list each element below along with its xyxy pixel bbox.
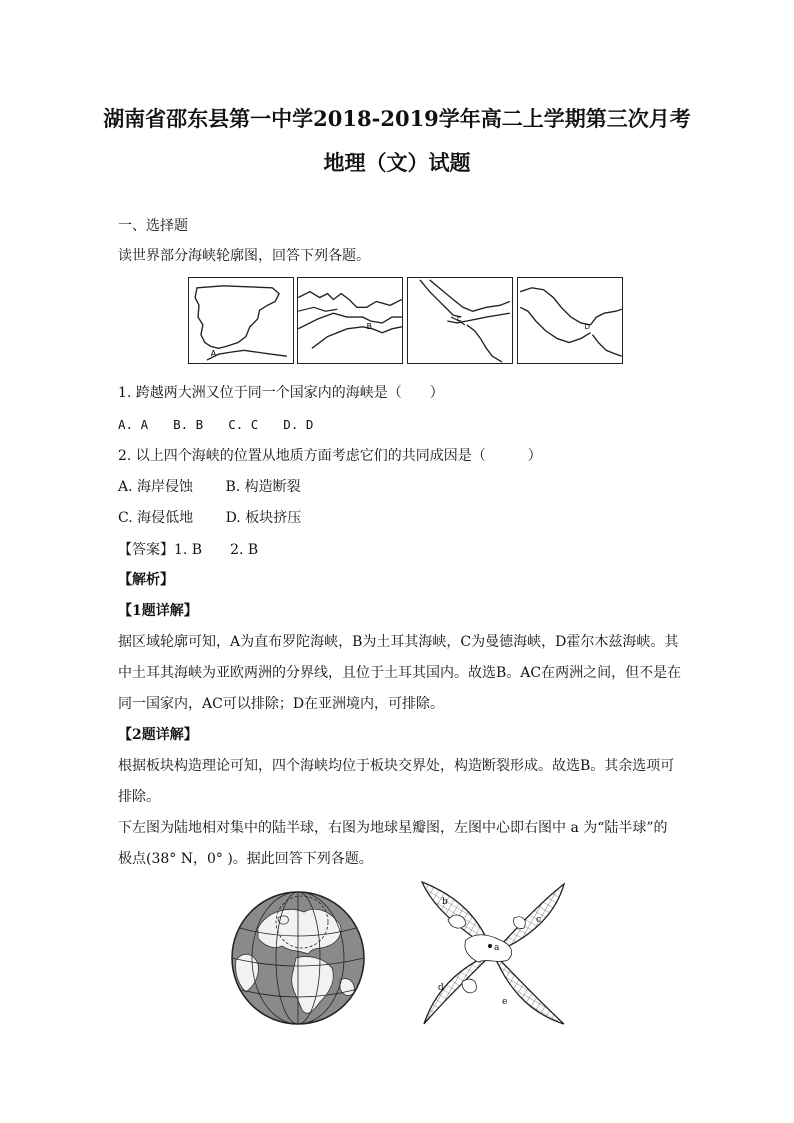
question-2: 2. 以上四个海峡的位置从地质方面考虑它们的共同成因是（ ） bbox=[118, 448, 542, 464]
star-label-e: e bbox=[502, 997, 508, 1007]
map-label-d: D bbox=[584, 322, 590, 331]
doc-title-line1: 湖南省邵东县第一中学2018-2019学年高二上学期第三次月考 bbox=[103, 106, 691, 131]
star-label-c: c bbox=[536, 915, 542, 925]
map-label-c: C bbox=[457, 314, 462, 323]
detail-1-heading: 【1题详解】 bbox=[118, 603, 198, 619]
star-label-b: b bbox=[442, 897, 448, 907]
map-label-a: A bbox=[210, 349, 217, 359]
detail-2-line-1: 根据板块构造理论可知，四个海峡均位于板块交界处，构造断裂形成。故选B。其余选项可 bbox=[118, 758, 675, 774]
intro-text-1: 读世界部分海峡轮廓图，回答下列各题。 bbox=[118, 248, 370, 264]
detail-1-line-2: 中土耳其海峡为亚欧两洲的分界线，且位于土耳其国内。故选B。AC在两洲之间，但不是在 bbox=[118, 665, 682, 681]
detail-1-line-3: 同一国家内，AC可以排除；D在亚洲境内，可排除。 bbox=[118, 696, 445, 712]
question-2-options-1: A. 海岸侵蚀 B. 构造断裂 bbox=[118, 479, 301, 495]
strait-map-c bbox=[407, 277, 513, 364]
land-hemisphere-globe bbox=[228, 888, 368, 1028]
detail-2-heading: 【2题详解】 bbox=[118, 727, 198, 743]
doc-title-line2: 地理（文）试题 bbox=[323, 150, 471, 175]
section-heading: 一、选择题 bbox=[118, 218, 188, 234]
star-petal-world-map bbox=[418, 878, 568, 1028]
answer-line: 【答案】1. B 2. B bbox=[118, 542, 259, 558]
analysis-heading: 【解析】 bbox=[118, 572, 174, 588]
strait-map-a bbox=[188, 277, 294, 364]
question-1-options: A. A B. B C. C D. D bbox=[118, 417, 314, 432]
strait-map-b bbox=[297, 277, 403, 364]
intro-text-2-line-1: 下左图为陆地相对集中的陆半球，右图为地球星瓣图，左图中心即右图中 a 为“陆半球”的 bbox=[118, 820, 668, 836]
question-2-options-2: C. 海侵低地 D. 板块挤压 bbox=[118, 510, 302, 526]
intro-text-2-line-2: 极点(38° N，0° )。据此回答下列各题。 bbox=[118, 851, 373, 867]
star-label-a: a bbox=[494, 943, 500, 953]
detail-1-line-1: 据区域轮廓可知，A为直布罗陀海峡，B为土耳其海峡，C为曼德海峡，D霍尔木兹海峡。其 bbox=[118, 634, 679, 650]
star-label-d: d bbox=[438, 983, 444, 993]
question-1: 1. 跨越两大洲又位于同一个国家内的海峡是（ ） bbox=[118, 385, 444, 401]
strait-map-d bbox=[517, 277, 623, 364]
map-label-b: B bbox=[366, 321, 372, 331]
detail-2-line-2: 排除。 bbox=[118, 789, 160, 805]
